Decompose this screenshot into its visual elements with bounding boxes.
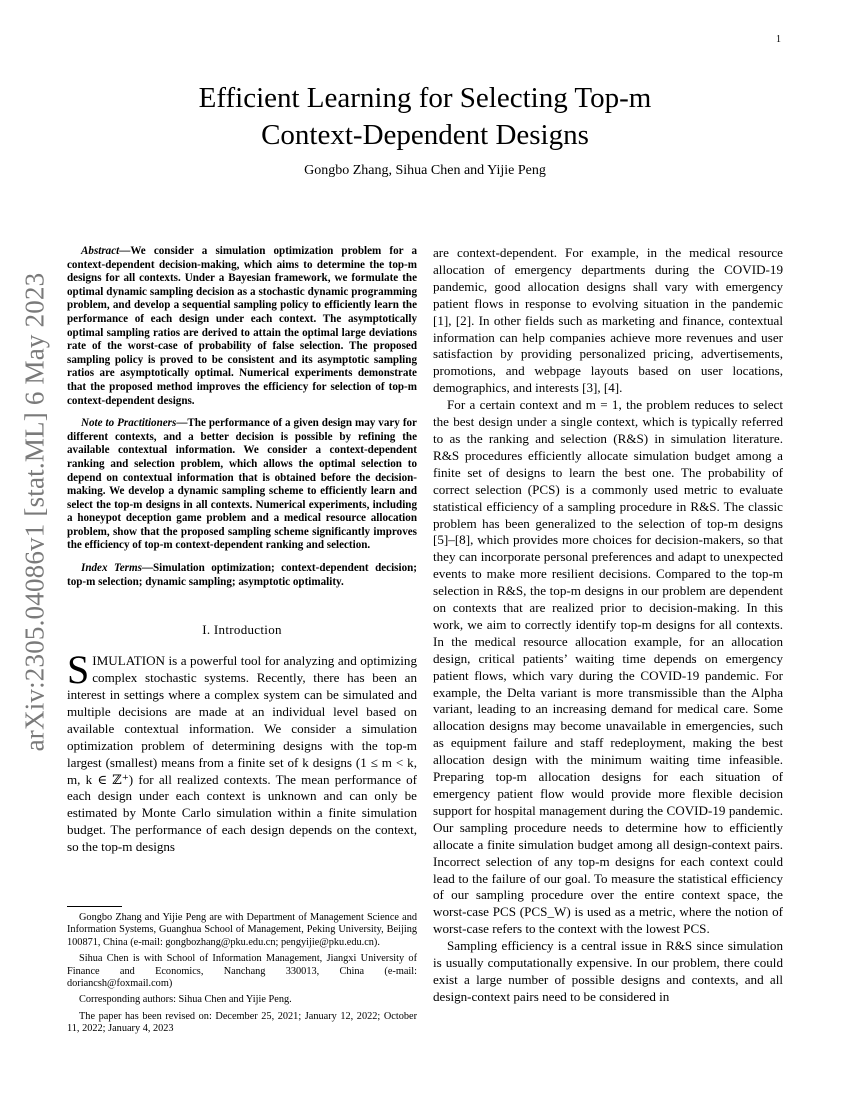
- intro-paragraph: [67, 647, 417, 856]
- title-line-2: Context-Dependent Designs: [261, 119, 589, 151]
- body-paragraph: Sampling efficiency is a central issue in R&S since simulation is usually computationally expensive. In our problem, there could exist a large number of possible designs and contexts, and all design-context pairs need to be considered in: [433, 938, 783, 1004]
- index-terms-label: Index Terms: [81, 562, 142, 575]
- intro-dropcap: S: [67, 647, 90, 693]
- section-heading-introduction: I. Introduction: [202, 622, 282, 638]
- abstract-text: —We consider a simulation optimization problem for a context-dependent decision-making, which aims to determine the top-m designs for all contexts. Under a Bayesian framework, we formulate the optimal dynamic sampling decision as a stochastic dynamic programming problem, and develop a sequential sampling policy to efficiently learn the performance of each design under each context. The asymptotically optimal sampling ratios are derived to attain the optimal large deviations rate of the worst-case of probability of false selection. The proposed sampling policy is proved to be consistent and its asymptotic sampling ratios are asymptotically optimal. Numerical experiments demonstrate that the proposed method improves the efficiency for selection of top-m context-dependent designs.: [67, 245, 417, 407]
- intro-text: IMULATION is a powerful tool for analyzing and optimizing complex stochastic systems. Recently, there has been an interest in settings where a complex system can be simulated and multiple decisions are made at an individual level based on available contextual information. We consider a simulation optimization problem of determining designs with the top-m largest (smallest) means from a finite set of k designs (1 ≤ m < k, m, k ∈ ℤ⁺) for all realized contexts. The mean performance of each design under each context is unknown and can only be estimated by Monte Carlo simulation within a finite simulation budget. The performance of each design depends on the context, so the top-m designs: [67, 653, 417, 855]
- title-line-1: Efficient Learning for Selecting Top-m: [198, 82, 652, 114]
- page-number: 1: [776, 34, 781, 45]
- footnote-rule: [67, 906, 122, 907]
- footnote-affiliation-2: Sihua Chen is with School of Information Management, Jiangxi University of Finance and Economics, Nanchang 330013, China (e-mail: doriancsh@foxmail.com): [67, 953, 417, 990]
- abstract-label: Abstract: [81, 245, 120, 257]
- note-label: Note to Practitioners: [81, 417, 177, 430]
- body-paragraph: For a certain context and m = 1, the problem reduces to select the best design under a single context, which is typically referred to as the ranking and selection (R&S) in simulation literature. R&S procedures efficiently allocate simulation budget among a finite set of designs to learn the best one. The probability of correct selection (PCS) is a commonly used metric to evaluate statistical efficiency of a sampling procedure in R&S. The classic problem has been generalized to the selection of top-m designs [5]–[8], which provides more choices for decision-makers, so that they can incorporate personal preferences and adapt to unexpected events to make more resilient decisions. Compared to the top-m selection in R&S, the top-m designs in our problem are dependent on contexts that are realized prior to decision-making. In this work, we aim to correctly identify top-m designs for all contexts. In the medical resource allocation example, for an allocation design, critical patients’ waiting time depends on emergency patient flows, which vary during the COVID-19 pandemic. For example, the Delta variant is more transmissible than the Alpha variant, leading to an increasing demand for medical care. Some allocation designs may become unavailable in emergencies, such as equipment failure and staff redeployment, making the best allocation design with the minimum waiting time infeasible. Preparing top-m allocation designs for each situation of emergency patient flow would provide more flexible decision support for hospital management during the COVID-19 pandemic. Our sampling procedure needs to determine how to efficiently allocate a finite simulation budget among all design-context pairs. Incorrect selection of any top-m designs for each context could lead to the failure of our goal. To measure the statistical efficiency of our sampling procedure over the entire context space, the worst-case PCS (PCS_W) is used as a metric, where the notion of worst-case refers to the context with the lowest PCS.: [433, 397, 783, 937]
- footnote-corresponding: Corresponding authors: Sihua Chen and Yijie Peng.: [79, 994, 292, 1006]
- author-list: Gongbo Zhang, Sihua Chen and Yijie Peng: [304, 163, 546, 178]
- left-column: [67, 245, 417, 856]
- arxiv-identifier-text: arXiv:2305.04086v1 [stat.ML] 6 May 2023: [19, 272, 50, 752]
- body-paragraph: are context-dependent. For example, in the medical resource allocation of emergency departments during the COVID-19 pandemic, good allocation designs shall vary with emergency patient flows in response to evolving situation in the pandemic [1], [2]. In other fields such as marketing and finance, contextual information can help companies achieve more revenues and user satisfaction by providing personalized pricing, advertisements, promotions, and webpage layouts based on user locations, demographics, and interests [3], [4].: [433, 245, 783, 396]
- note-to-practitioners: [67, 417, 417, 553]
- index-terms-text: —Simulation optimization; context-dependent decision; top-m selection; dynamic sampling; asymptotic optimality.: [67, 562, 417, 588]
- paper-title: [70, 80, 780, 154]
- index-terms: [67, 562, 417, 589]
- abstract: [67, 245, 417, 408]
- footnotes: [67, 912, 417, 1040]
- footnote-affiliation-1: Gongbo Zhang and Yijie Peng are with Department of Management Science and Information Systems, Guanghua School of Management, Peking University, Beijing 100871, China (e-mail: gongbozhang@pku.edu.cn; pengyijie@pku.edu.cn).: [67, 912, 417, 948]
- note-text: —The performance of a given design may vary for different contexts, and a better decision is possible by refining the available contextual information. We consider a context-dependent ranking and selection problem, which allows the optimal selection to depend on contextual information that is obtained before the decision-making. We develop a dynamic sampling scheme to efficiently learn and select the top-m designs in all contexts. Numerical experiments, including a honeypot deception game problem and a medical resource allocation problem, show that the proposed sampling scheme significantly improves the efficiency of top-m context-dependent ranking and selection.: [67, 417, 417, 552]
- right-column: [433, 245, 783, 1006]
- footnote-revision: The paper has been revised on: December 25, 2021; January 12, 2022; October 11, 2022; January 4, 2023: [67, 1010, 417, 1035]
